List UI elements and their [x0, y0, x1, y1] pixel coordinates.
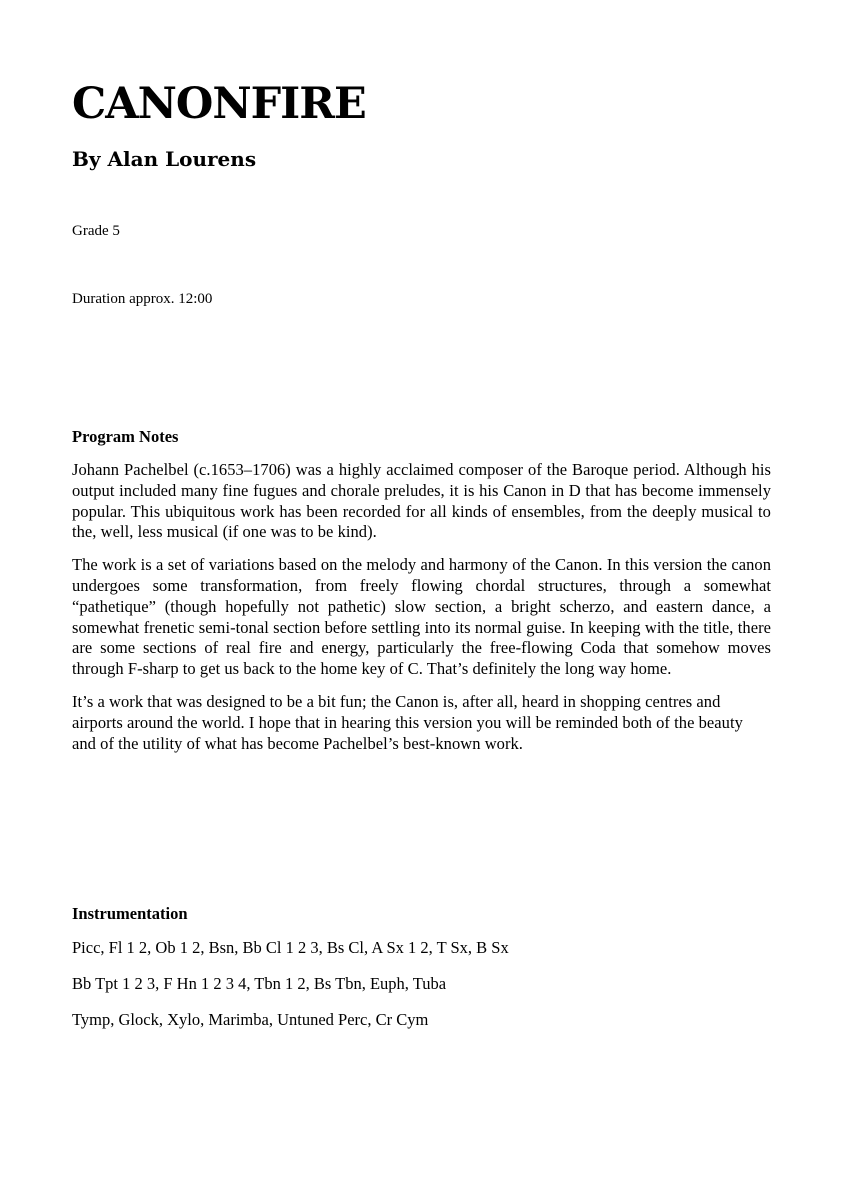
notes-paragraph: The work is a set of variations based on the melody and harmony of the Canon. In this version the canon undergoes some transformation, from freely flowing chordal structures, through a somewhat “pathetique” (though hopefully not pathetic) slow section, a bright scherzo, and eastern dance, a somewhat frenetic semi-tonal section before settling into its normal guise. In keeping with the title, there are some sections of real fire and energy, particularly the free-flowing Coda that somehow moves through F-sharp to get us back to the home key of C. That’s definitely the long way home. [72, 555, 771, 679]
composer-byline: By Alan Lourens [72, 147, 257, 171]
program-notes-heading: Program Notes [72, 427, 179, 446]
instrumentation-heading: Instrumentation [72, 904, 188, 923]
grade-level: Grade 5 [72, 223, 120, 239]
instrumentation-line-woodwinds: Picc, Fl 1 2, Ob 1 2, Bsn, Bb Cl 1 2 3, Bs Cl, A Sx 1 2, T Sx, B Sx [72, 938, 509, 957]
page-title: CANONFIRE [72, 79, 366, 129]
program-notes [72, 460, 771, 766]
notes-paragraph: Johann Pachelbel (c.1653–1706) was a highly acclaimed composer of the Baroque period. Although his output included many fine fugues and chorale preludes, it is his Canon in D that has become immensely popular. This ubiquitous work has been recorded for all kinds of ensembles, from the deeply musical to the, well, less musical (if one was to be kind). [72, 460, 771, 542]
instrumentation-line-percussion: Tymp, Glock, Xylo, Marimba, Untuned Perc, Cr Cym [72, 1009, 429, 1029]
instrumentation-list [72, 938, 771, 1045]
notes-paragraph: It’s a work that was designed to be a bit fun; the Canon is, after all, heard in shopping centres and airports around the world. I hope that in hearing this version you will be reminded both of the beauty and of the utility of what has become Pachelbel’s best-known work. [72, 691, 743, 753]
duration: Duration approx. 12:00 [72, 291, 213, 307]
instrumentation-line-brass: Bb Tpt 1 2 3, F Hn 1 2 3 4, Tbn 1 2, Bs Tbn, Euph, Tuba [72, 973, 447, 993]
